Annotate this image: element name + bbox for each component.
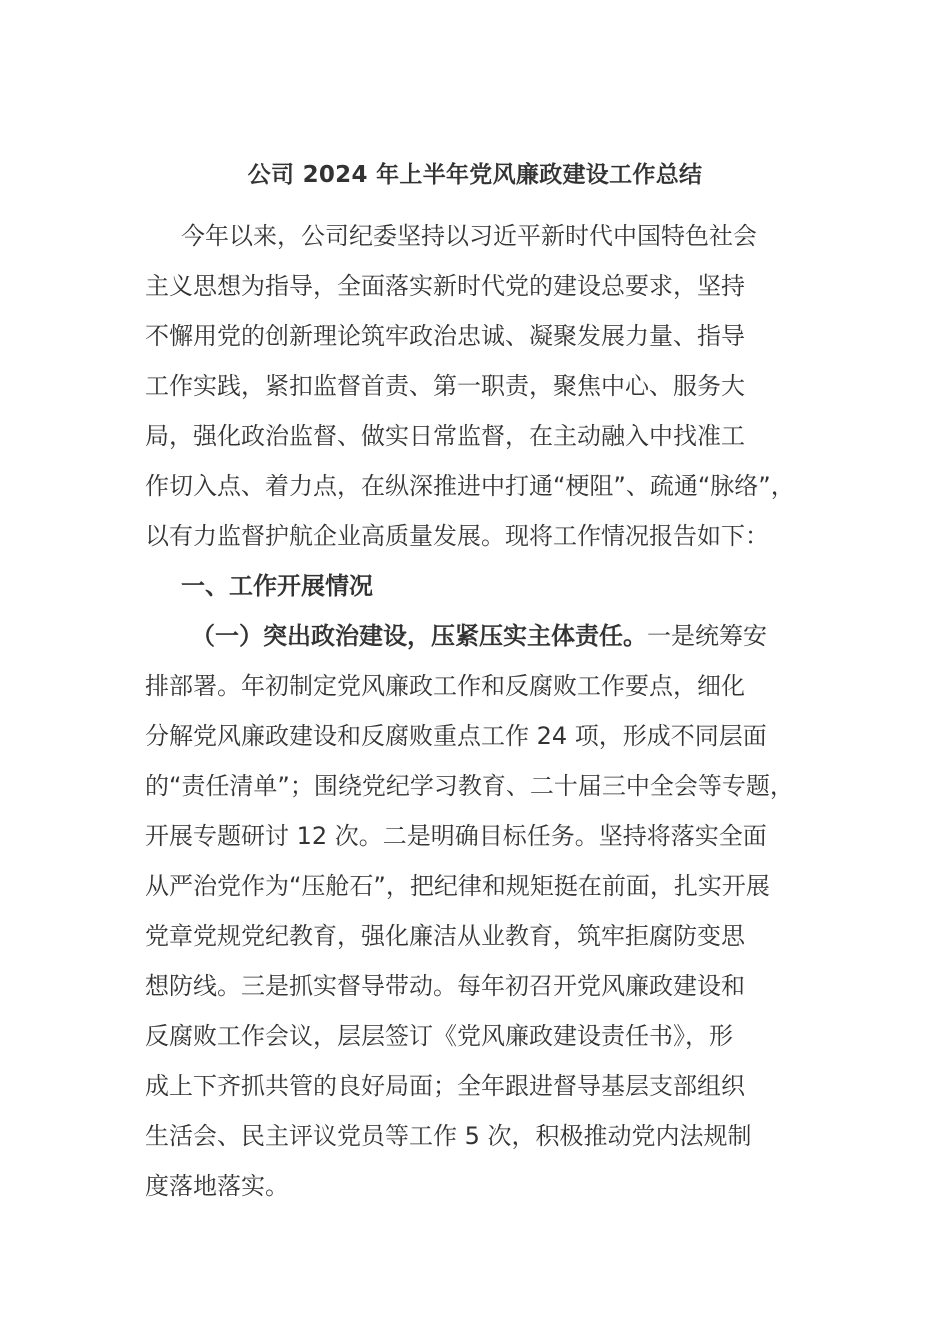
paragraph-line: 主义思想为指导，全面落实新时代党的建设总要求，坚持 [145, 272, 745, 300]
paragraph-line: 不懈用党的创新理论筑牢政治忠诚、凝聚发展力量、指导 [145, 322, 745, 350]
paragraph-line: 反腐败工作会议，层层签订《党风廉政建设责任书》，形 [145, 1022, 733, 1050]
paragraph-line: 分解党风廉政建设和反腐败重点工作 24 项，形成不同层面 [145, 722, 767, 750]
paragraph-line: 想防线。三是抓实督导带动。每年初召开党风廉政建设和 [145, 972, 745, 1000]
subsection-first-line [145, 611, 810, 661]
paragraph-line: 开展专题研讨 12 次。二是明确目标任务。坚持将落实全面 [145, 822, 767, 850]
subsection-heading: （一）突出政治建设，压紧压实主体责任。 [191, 622, 647, 650]
paragraph-line: 成上下齐抓共管的良好局面；全年跟进督导基层支部组织 [145, 1072, 745, 1100]
paragraph-line: 生活会、民主评议党员等工作 5 次，积极推动党内法规制 [145, 1122, 752, 1150]
paragraph-line: 排部署。年初制定党风廉政工作和反腐败工作要点，细化 [145, 672, 745, 700]
paragraph-line: 以有力监督护航企业高质量发展。现将工作情况报告如下： [145, 522, 769, 550]
paragraph-line: 作切入点、着力点，在纵深推进中打通“梗阻”、疏通“脉络”， [145, 472, 795, 500]
section-heading: 一、工作开展情况 [181, 572, 373, 600]
paragraph-line: 的“责任清单”；围绕党纪学习教育、二十届三中全会等专题， [145, 772, 794, 800]
document-title: 公司 2024 年上半年党风廉政建设工作总结 [247, 162, 703, 188]
paragraph-line: 度落地落实。 [145, 1172, 289, 1200]
paragraph-line: 党章党规党纪教育，强化廉洁从业教育，筑牢拒腐防变思 [145, 922, 745, 950]
paragraph-line: 从严治党作为“压舱石”，把纪律和规矩挺在前面，扎实开展 [145, 872, 770, 900]
paragraph-line: 工作实践，紧扣监督首责、第一职责，聚焦中心、服务大 [145, 372, 745, 400]
paragraph-line: 今年以来，公司纪委坚持以习近平新时代中国特色社会 [181, 222, 757, 250]
subsection-first-line-text: 一是统筹安 [647, 622, 767, 650]
document-body [145, 211, 810, 1211]
paragraph-line: 局，强化政治监督、做实日常监督，在主动融入中找准工 [145, 422, 745, 450]
